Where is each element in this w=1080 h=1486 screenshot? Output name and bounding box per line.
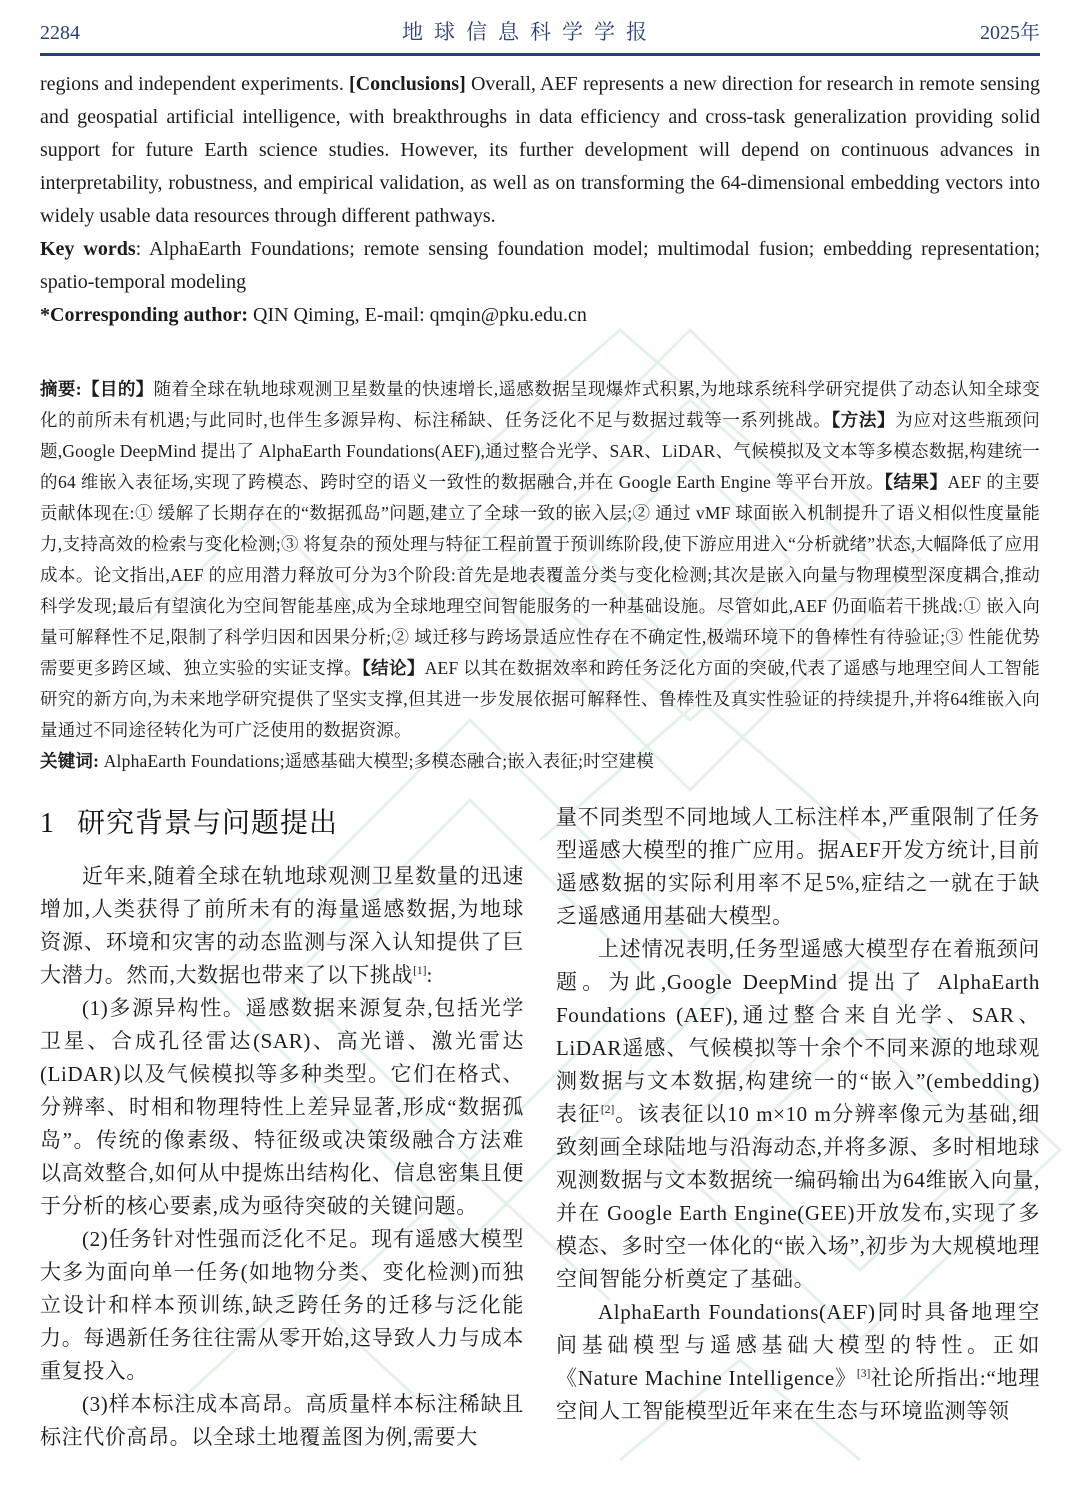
bold-label: 【结论】 <box>361 658 425 678</box>
section-number: 1 <box>40 808 55 839</box>
section-heading <box>40 807 524 840</box>
text-run: (2)任务针对性强而泛化不足。现有遥感大模型大多为面向单一任务(如地物分类、变化检测)而独立设计和样本预训练,缺乏跨任务的迁移与泛化能力。每遇新任务往往需从零开始,这导致人力与成本重复投入。 <box>40 1227 524 1383</box>
english-conclusions-paragraph <box>40 68 1040 233</box>
text-run: AlphaEarth Foundations;遥感基础大模型;多模态融合;嵌入表征;时空建模 <box>99 751 654 771</box>
text-run: 随着全球在轨地球观测卫星数量的快速增长,遥感数据呈现爆炸式积累,为地球系统科学研究提供了动态认知全球变化的前所未有机遇;与此同时,也伴生多源异构、标注稀缺、任务泛化不足与数据过载等一系列挑战。 <box>40 379 1040 430</box>
text-run: 近年来,随着全球在轨地球观测卫星数量的迅速增加,人类获得了前所未有的海量遥感数据,为地球资源、环境和灾害的动态监测与深入认知提供了巨大潜力。然而,大数据也带来了以下挑战 <box>40 864 524 987</box>
bold-label: 摘要:【目的】 <box>40 379 154 399</box>
bold-label: [Conclusions] <box>349 73 466 95</box>
paragraph <box>556 1296 1040 1428</box>
text-run: (1)多源异构性。遥感数据来源复杂,包括光学卫星、合成孔径雷达(SAR)、高光谱、激光雷达(LiDAR)以及气候模拟等多种类型。它们在格式、分辨率、时相和物理特性上差异显著,形成“数据孤岛”。传统的像素级、特征级或决策级融合方法难以高效整合,如何从中提炼出结构化、信息密集且便于分析的核心要素,成为亟待突破的关键问题。 <box>40 996 524 1218</box>
text-run: 上述情况表明,任务型遥感大模型存在着瓶颈问题。为此,Google DeepMind 提出了 AlphaEarth Foundations (AEF),通过整合来自光学、SAR、LiDAR遥感、气候模拟等十余个不同来源的地球观测数据与文本数据,构建统一的“嵌入”(embedding)表征 <box>556 937 1040 1126</box>
text-run: Overall, AEF represents a new direction for research in remote sensing and geospatial artificial intelligence, with breakthroughs in data efficiency and cross-task generalization providing solid support for future Earth science studies. However, its further development will depend on continuous advances in interpretability, robustness, and empirical validation, as well as on transforming the 64-dimensional embedding vectors into widely usable data resources through different pathways. <box>40 73 1040 227</box>
paragraph <box>556 801 1040 933</box>
page-header <box>40 0 1040 46</box>
bold-label: 【方法】 <box>831 410 896 430</box>
citation-superscript: [3] <box>856 1368 871 1380</box>
text-run: AEF 以其在数据效率和跨任务泛化方面的突破,代表了遥感与地理空间人工智能研究的新方向,为未来地学研究提供了坚实支撑,但其进一步发展依据可解释性、鲁棒性及真实性验证的持续提升,并将64维嵌入向量通过不同途径转化为可广泛使用的数据资源。 <box>40 658 1040 740</box>
bold-label: *Corresponding author: <box>40 304 248 326</box>
text-run: (3)样本标注成本高昂。高质量样本标注稀缺且标注代价高昂。以全球土地覆盖图为例,需要大 <box>40 1392 524 1449</box>
text-run: AEF 的主要贡献体现在:① 缓解了长期存在的“数据孤岛”问题,建立了全球一致的嵌入层;② 通过 vMF 球面嵌入机制提升了语义相似性度量能力,支持高效的检索与变化检测;③ 将复杂的预处理与特征工程前置于预训练阶段,使下游应用进入“分析就绪”状态,大幅降低了应用成本。论文指出,AEF 的应用潜力释放可分为3个阶段:首先是地表覆盖分类与变化检测;其次是嵌入向量与物理模型深度耦合,推动科学发现;最后有望演化为空间智能基座,成为全球地理空间智能服务的一种基础设施。尽管如此,AEF 仍面临若干挑战:① 嵌入向量可解释性不足,限制了科学归因和因果分析;② 域迁移与跨场景适应性存在不确定性,极端环境下的鲁棒性有待验证;③ 性能优势需要更多跨区域、独立实验的实证支撑。 <box>40 472 1040 678</box>
paragraph <box>40 1388 524 1454</box>
left-column <box>40 801 524 1454</box>
chinese-abstract-block <box>40 374 1040 777</box>
chinese-abstract-paragraph <box>40 374 1040 746</box>
text-run: regions and independent experiments. <box>40 73 350 95</box>
section-title: 研究背景与问题提出 <box>77 808 339 839</box>
body-columns <box>40 801 1040 1454</box>
paragraph <box>40 1223 524 1388</box>
text-run: QIN Qiming, E-mail: qmqin@pku.edu.cn <box>248 304 587 326</box>
keywords-english <box>40 233 1040 299</box>
page-number: 2284 <box>40 22 80 44</box>
citation-superscript: [1] <box>413 965 427 977</box>
text-run: : AlphaEarth Foundations; remote sensing foundation model; multimodal fusion; embedding representation; spatio-temporal modeling <box>40 238 1040 293</box>
english-front-matter <box>40 68 1040 332</box>
bold-label: Key words <box>40 238 136 260</box>
corresponding-author-line <box>40 299 1040 332</box>
paragraph <box>40 860 524 992</box>
bold-label: 关键词: <box>40 751 100 771</box>
text-run: 量不同类型不同地域人工标注样本,严重限制了任务型遥感大模型的推广应用。据AEF开发方统计,目前遥感数据的实际利用率不足5%,症结之一就在于缺乏遥感通用基础大模型。 <box>556 805 1040 928</box>
bold-label: 【结果】 <box>884 472 948 492</box>
citation-superscript: [2] <box>600 1104 615 1116</box>
paragraph <box>556 933 1040 1296</box>
header-rule <box>40 53 1040 56</box>
right-column <box>556 801 1040 1454</box>
journal-title: 地球信息科学学报 <box>402 20 658 44</box>
text-run: : <box>426 963 433 987</box>
text-run: 社论所指出:“地理空间人工智能模型近年来在生态与环境监测等领 <box>556 1366 1040 1423</box>
text-run: 为应对这些瓶颈问题,Google DeepMind 提出了 AlphaEarth Foundations(AEF),通过整合光学、SAR、LiDAR、气候模拟及文本等多模态数据,构建统一的64 维嵌入表征场,实现了跨模态、跨时空的语义一致性的数据融合,并在 Google Earth Engine 等平台开放。 <box>40 410 1041 492</box>
year-label: 2025年 <box>980 22 1040 44</box>
keywords-chinese <box>40 746 1040 777</box>
paragraph <box>40 992 524 1223</box>
text-run: 。该表征以10 m×10 m分辨率像元为基础,细致刻画全球陆地与沿海动态,并将多源、多时相地球观测数据与文本数据统一编码输出为64维嵌入向量,并在 Google Earth Engine(GEE)开放发布,实现了多模态、多时空一体化的“嵌入场”,初步为大规模地理空间智能分析奠定了基础。 <box>556 1102 1040 1291</box>
text-run: AlphaEarth Foundations(AEF)同时具备地理空间基础模型与遥感基础大模型的特性。正如《Nature Machine Intelligence》 <box>556 1300 1040 1390</box>
